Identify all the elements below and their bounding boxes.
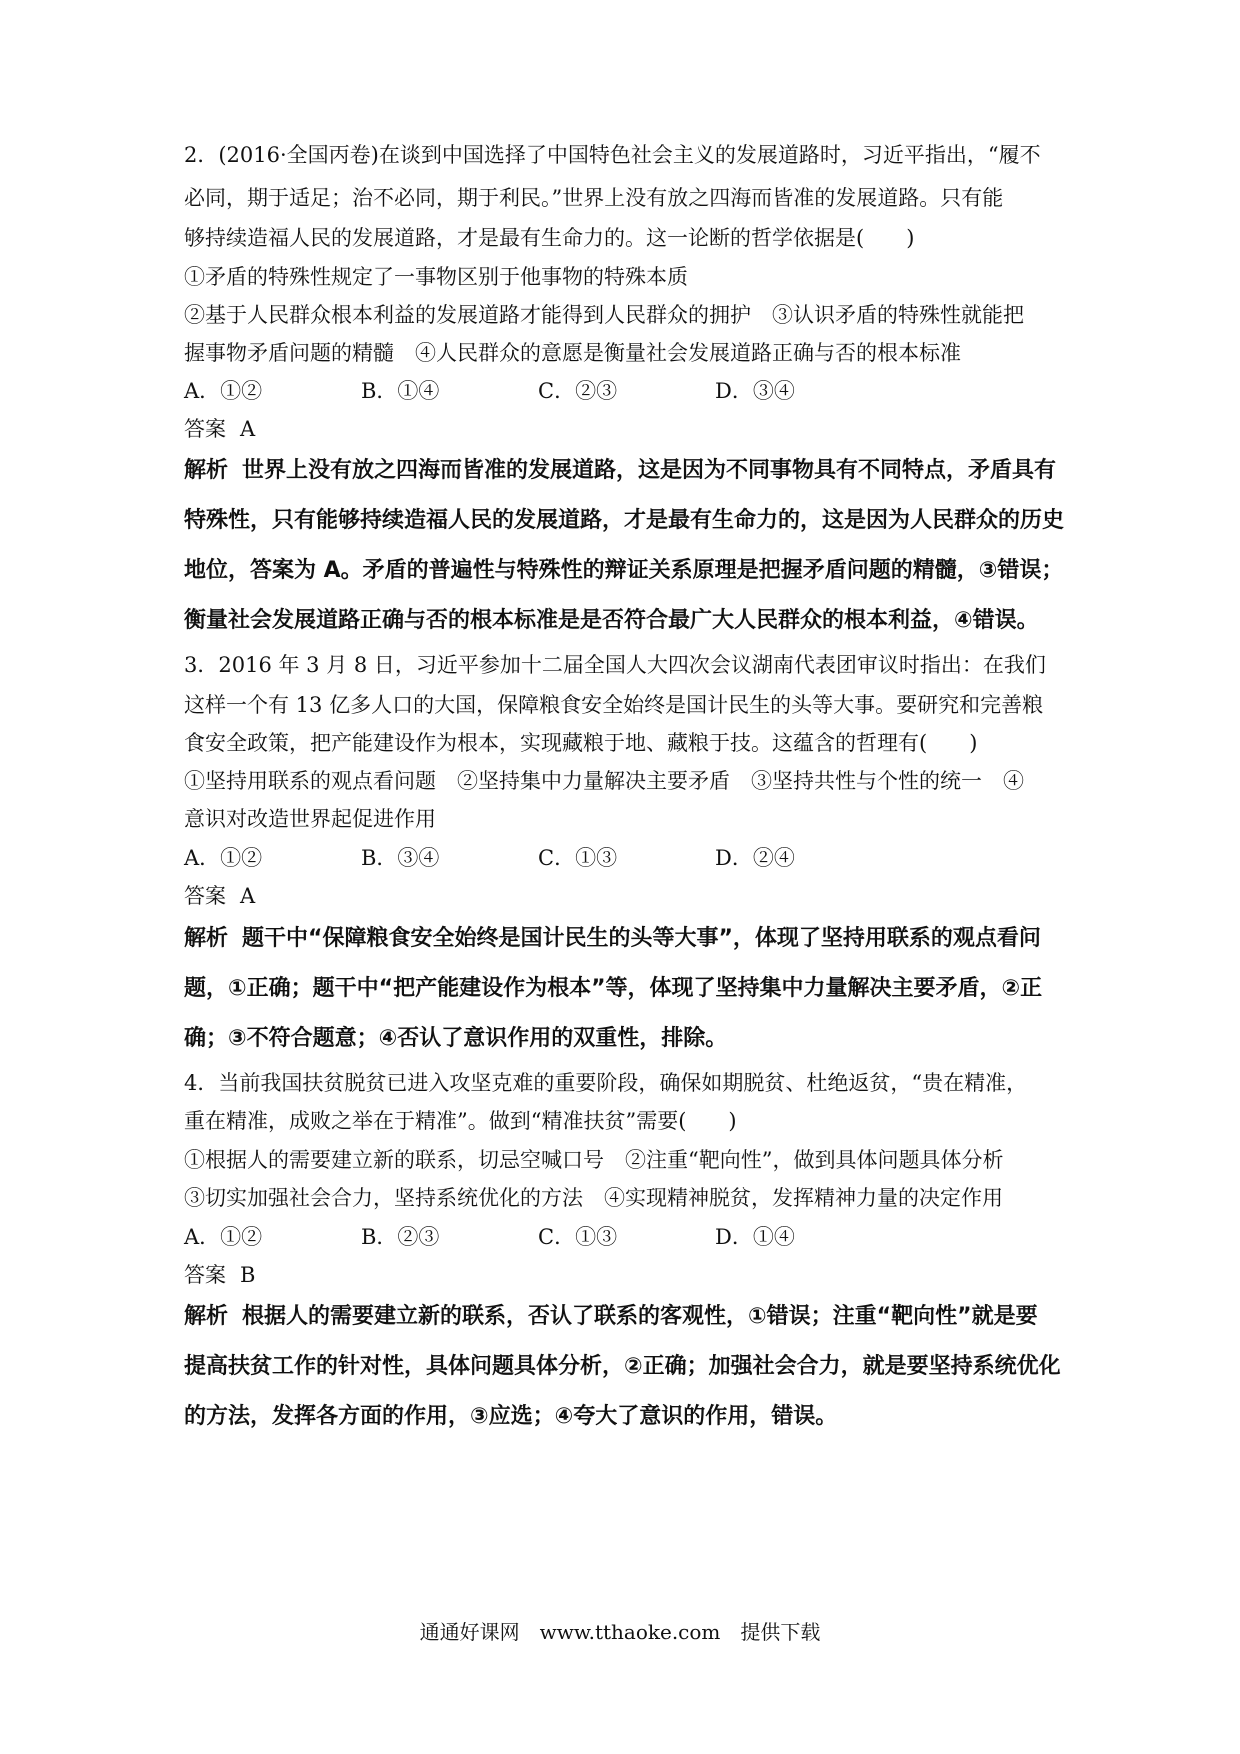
question-stem-line: 食安全政策，把产能建设作为根本，实现藏粮于地、藏粮于技。这蕴含的哲理有( ) <box>184 731 978 755</box>
statement-line: ①矛盾的特殊性规定了一事物区别于他事物的特殊本质 <box>184 265 688 289</box>
option-d: D．②④ <box>715 846 795 870</box>
analysis-label: 解析 <box>184 458 229 483</box>
option-c: C．②③ <box>538 379 618 403</box>
analysis-label: 解析 <box>184 1304 229 1329</box>
option-b: B．②③ <box>361 1225 440 1249</box>
analysis-line <box>184 924 1064 954</box>
page-footer: 通通好课网 www.tthaoke.com 提供下载 <box>419 1620 821 1644</box>
statement-line: ①坚持用联系的观点看问题 ②坚持集中力量解决主要矛盾 ③坚持共性与个性的统一 ④ <box>184 769 1024 793</box>
analysis-line: 题，①正确；题干中“把产能建设作为根本”等，体现了坚持集中力量解决主要矛盾，②正 <box>184 976 1043 1001</box>
analysis-line: 地位，答案为 A。矛盾的普遍性与特殊性的辩证关系原理是把握矛盾问题的精髓，③错误； <box>184 558 1064 583</box>
analysis-line: 提高扶贫工作的针对性，具体问题具体分析，②正确；加强社会合力，就是要坚持系统优化 <box>184 1354 1061 1379</box>
statement-line: 意识对改造世界起促进作用 <box>184 807 436 831</box>
option-d: D．③④ <box>715 379 795 403</box>
answer-value: A <box>240 417 256 441</box>
question-stem-line: 够持续造福人民的发展道路，才是最有生命力的。这一论断的哲学依据是( ) <box>184 226 915 250</box>
question-stem-line: 这样一个有 13 亿多人口的大国，保障粮食安全始终是国计民生的头等大事。要研究和完善粮 <box>184 693 1044 717</box>
answer-line <box>184 414 1064 444</box>
option-c: C．①③ <box>538 846 618 870</box>
analysis-text: 世界上没有放之四海而皆准的发展道路，这是因为不同事物具有不同特点，矛盾具有 <box>242 458 1057 483</box>
question-stem-line: 必同，期于适足；治不必同，期于利民。”世界上没有放之四海而皆准的发展道路。只有能 <box>184 186 1004 210</box>
question-stem-line: 2．(2016·全国丙卷)在谈到中国选择了中国特色社会主义的发展道路时，习近平指出，“履不 <box>184 143 1041 167</box>
analysis-text: 根据人的需要建立新的联系，否认了联系的客观性，①错误；注重“靶向性”就是要 <box>242 1304 1038 1329</box>
answer-value: B <box>240 1263 256 1287</box>
statement-line: ③切实加强社会合力，坚持系统优化的方法 ④实现精神脱贫，发挥精神力量的决定作用 <box>184 1186 1003 1210</box>
answer-label: 答案 <box>184 1263 226 1287</box>
option-a: A．①② <box>184 1225 263 1249</box>
option-d: D．①④ <box>715 1225 795 1249</box>
statement-line: ②基于人民群众根本利益的发展道路才能得到人民群众的拥护 ③认识矛盾的特殊性就能把 <box>184 303 1024 327</box>
analysis-text: 题干中“保障粮食安全始终是国计民生的头等大事”，体现了坚持用联系的观点看问 <box>242 926 1041 951</box>
option-c: C．①③ <box>538 1225 618 1249</box>
analysis-line: 衡量社会发展道路正确与否的根本标准是是否符合最广大人民群众的根本利益，④错误。 <box>184 608 1039 633</box>
question-stem-line: 4．当前我国扶贫脱贫已进入攻坚克难的重要阶段，确保如期脱贫、杜绝返贫，“贵在精准， <box>184 1071 1028 1095</box>
question-stem-line: 3．2016 年 3 月 8 日，习近平参加十二届全国人大四次会议湖南代表团审议时指出：在我们 <box>184 653 1046 677</box>
option-a: A．①② <box>184 846 263 870</box>
analysis-line: 确；③不符合题意；④否认了意识作用的双重性，排除。 <box>184 1026 728 1051</box>
answer-value: A <box>240 884 256 908</box>
statement-line: ①根据人的需要建立新的联系，切忌空喊口号 ②注重“靶向性”，做到具体问题具体分析 <box>184 1148 1004 1172</box>
answer-label: 答案 <box>184 417 226 441</box>
question-stem-line: 重在精准，成败之举在于精准”。做到“精准扶贫”需要( ) <box>184 1109 737 1133</box>
analysis-label: 解析 <box>184 926 229 951</box>
answer-label: 答案 <box>184 884 226 908</box>
answer-line <box>184 1260 1064 1290</box>
answer-line <box>184 881 1064 911</box>
option-a: A．①② <box>184 379 263 403</box>
option-b: B．③④ <box>361 846 440 870</box>
option-b: B．①④ <box>361 379 440 403</box>
statement-line: 握事物矛盾问题的精髓 ④人民群众的意愿是衡量社会发展道路正确与否的根本标准 <box>184 341 961 365</box>
analysis-line: 的方法，发挥各方面的作用，③应选；④夸大了意识的作用，错误。 <box>184 1404 838 1429</box>
analysis-line <box>184 456 1064 486</box>
analysis-line: 特殊性，只有能够持续造福人民的发展道路，才是最有生命力的，这是因为人民群众的历史 <box>184 508 1065 533</box>
analysis-line <box>184 1302 1064 1332</box>
